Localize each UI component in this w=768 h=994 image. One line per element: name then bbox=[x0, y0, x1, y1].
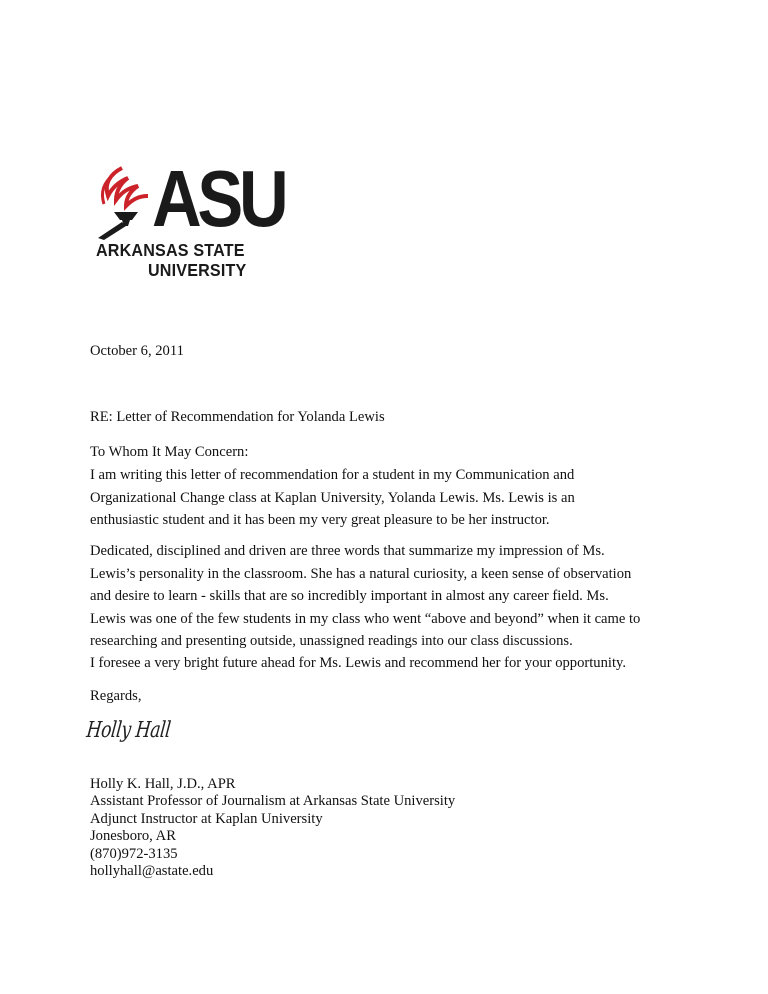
contact-title-2: Adjunct Instructor at Kaplan University bbox=[90, 810, 323, 827]
paragraph-line: Lewis was one of the few students in my class who went “above and beyond” when it came to bbox=[90, 610, 641, 627]
paragraph-line: and desire to learn - skills that are so incredibly important in almost any career field. Ms. bbox=[90, 588, 609, 604]
letter-date: October 6, 2011 bbox=[90, 343, 184, 359]
contact-block bbox=[90, 776, 455, 880]
logo-university: UNIVERSITY bbox=[148, 260, 247, 280]
paragraph-line: enthusiastic student and it has been my very great pleasure to be her instructor. bbox=[90, 512, 550, 528]
handwritten-signature: Holly Hall bbox=[85, 718, 172, 743]
closing: Regards, bbox=[90, 688, 142, 704]
contact-email[interactable]: hollyhall@astate.edu bbox=[90, 863, 214, 880]
salutation: To Whom It May Concern: bbox=[90, 444, 249, 460]
contact-location: Jonesboro, AR bbox=[90, 828, 176, 845]
paragraph-2 bbox=[90, 540, 690, 653]
logo-wordmark: ASU bbox=[152, 154, 285, 243]
asu-logo bbox=[92, 154, 285, 280]
contact-phone: (870)972-3135 bbox=[90, 845, 178, 862]
paragraph-line: Lewis’s personality in the classroom. She has a natural curiosity, a keen sense of observation bbox=[90, 565, 632, 582]
logo-arkansas-state: ARKANSAS STATE bbox=[96, 240, 245, 260]
contact-name: Holly K. Hall, J.D., APR bbox=[90, 776, 236, 792]
paragraph-3: I foresee a very bright future ahead for Ms. Lewis and recommend her for your opportunity. bbox=[90, 655, 626, 671]
paragraph-1 bbox=[90, 464, 690, 532]
contact-title: Assistant Professor of Journalism at Arkansas State University bbox=[90, 793, 456, 810]
re-line: RE: Letter of Recommendation for Yolanda Lewis bbox=[90, 409, 385, 425]
paragraph-line: Dedicated, disciplined and driven are three words that summarize my impression of Ms. bbox=[90, 543, 605, 559]
paragraph-line: Organizational Change class at Kaplan University, Yolanda Lewis. Ms. Lewis is an bbox=[90, 489, 575, 506]
paragraph-line: I am writing this letter of recommendation for a student in my Communication and bbox=[90, 467, 575, 483]
paragraph-line: researching and presenting outside, unassigned readings into our class discussions. bbox=[90, 633, 573, 649]
